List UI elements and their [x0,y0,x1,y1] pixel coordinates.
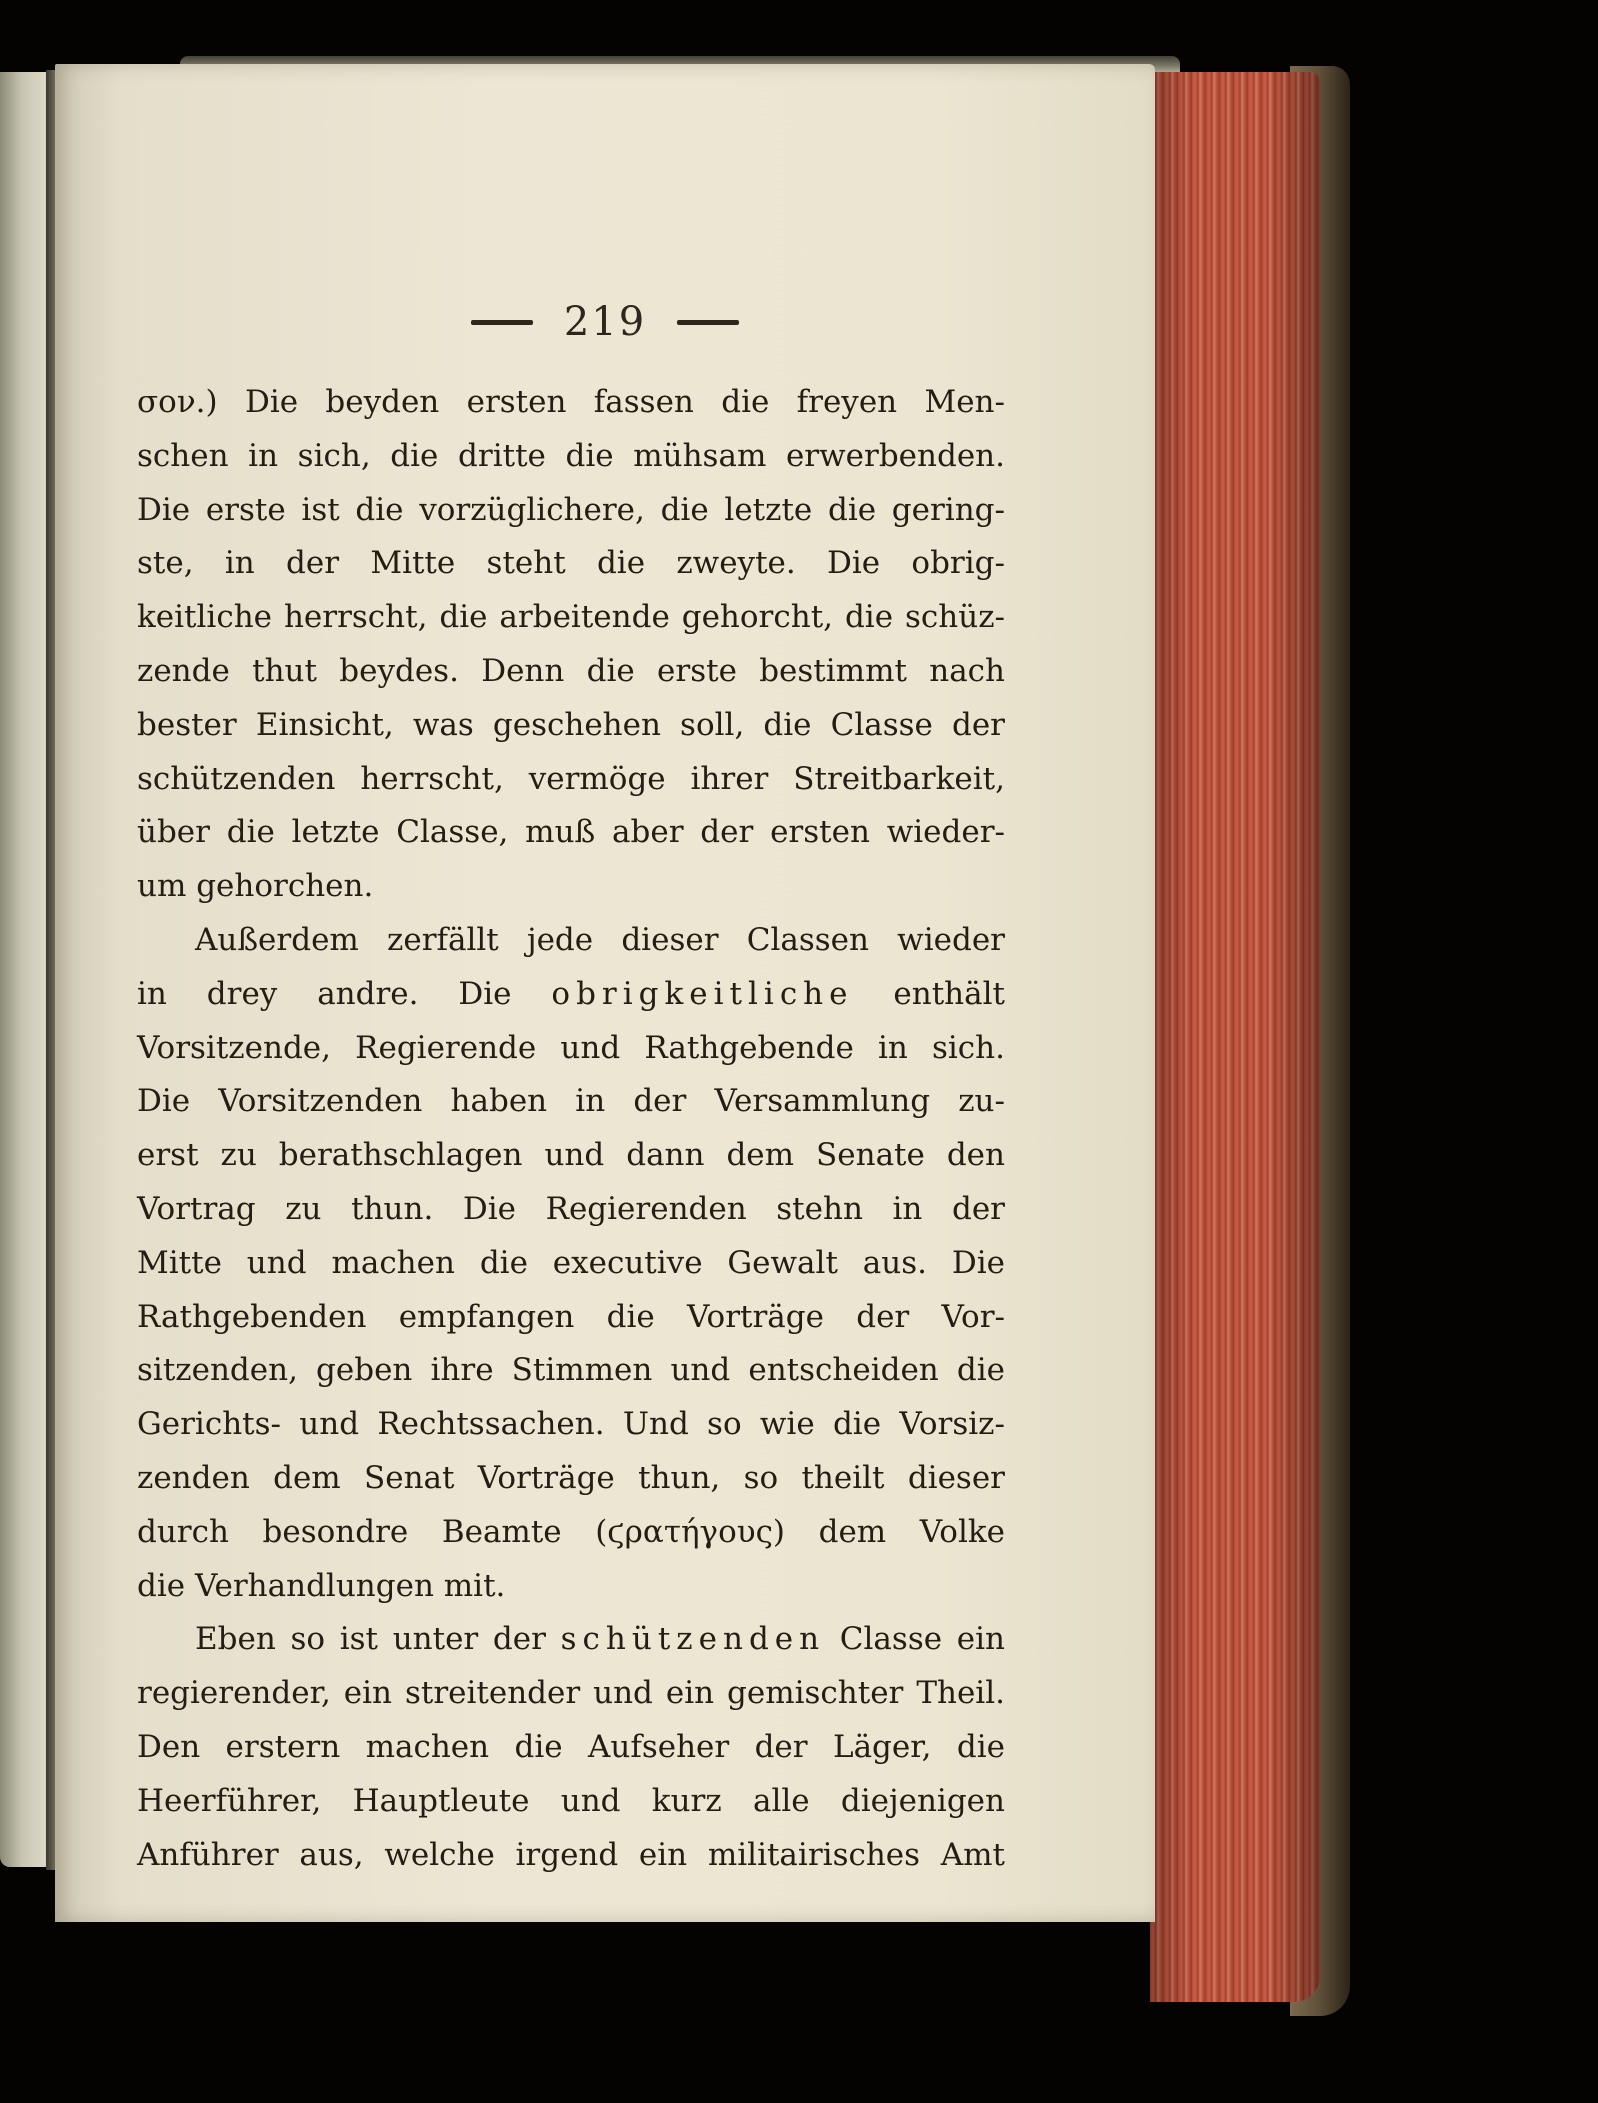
text-line: Gerichts- und Rechtssachen. Und so wie die Vorsiz- [137,1406,1005,1443]
book-fore-edge [1150,72,1320,2002]
page-number: 219 [563,299,647,345]
text-line: Heerführer, Hauptleute und kurz alle diejenigen [137,1782,1005,1819]
text-line: zende thut beydes. Denn die erste bestimmt nach [137,652,1005,689]
text-line: um gehorchen. [137,868,374,905]
emphasized-word: obrigkeitliche [551,975,854,1012]
page-header [55,296,1155,345]
text-line [137,968,1005,1022]
text-line: keitliche herrscht, die arbeitende gehorcht, die schüz- [137,599,1005,636]
header-dash-left [471,320,533,325]
text-line: die Verhandlungen mit. [137,1567,506,1604]
text-line: regierender, ein streitender und ein gemischter Theil. [137,1675,1005,1712]
text-run: in drey andre. Die [137,975,552,1012]
text-line [137,1613,1005,1667]
text-line: Vortrag zu thun. Die Regierenden stehn in der [137,1190,1005,1227]
text-line: Mitte und machen die executive Gewalt aus. Die [137,1244,1005,1281]
text-run: Classe ein [825,1621,1005,1658]
text-line: Vorsitzende, Regierende und Rathgebende in sich. [137,1029,1005,1066]
text-line: zenden dem Senat Vorträge thun, so theilt dieser [137,1459,1005,1496]
text-line: Die erste ist die vorzüglichere, die letzte die gering- [137,491,1005,528]
text-line: über die letzte Classe, muß aber der ersten wieder- [137,814,1005,851]
text-line: erst zu berathschlagen und dann dem Senate den [137,1137,1005,1174]
text-line: durch besondre Beamte (ϛρατήγους) dem Volke [137,1513,1005,1550]
text-line: σον.) Die beyden ersten fassen die freyen Men- [137,384,1005,420]
text-line: Den erstern machen die Aufseher der Läger, die [137,1728,1005,1765]
text-line: bester Einsicht, was geschehen soll, die Classe der [137,706,1005,743]
text-line: ste, in der Mitte steht die zweyte. Die obrig- [137,545,1005,582]
page-text [137,376,1005,1882]
emphasized-word: schützenden [560,1621,826,1658]
header-dash-right [677,320,739,325]
text-line: Rathgebenden empfangen die Vorträge der Vor- [137,1298,1005,1335]
text-line: Anführer aus, welche irgend ein militairisches Amt [137,1836,1005,1873]
book-page [55,64,1155,1922]
text-line: schützenden herrscht, vermöge ihrer Streitbarkeit, [137,760,1005,797]
text-line: sitzenden, geben ihre Stimmen und entscheiden die [137,1352,1005,1389]
text-run: Eben so ist unter der [195,1621,561,1658]
text-line: schen in sich, die dritte die mühsam erwerbenden. [137,437,1005,474]
text-line: Die Vorsitzenden haben in der Versammlung zu- [137,1083,1005,1120]
text-run: enthält [853,975,1005,1012]
text-line: Außerdem zerfällt jede dieser Classen wieder [195,921,1005,958]
